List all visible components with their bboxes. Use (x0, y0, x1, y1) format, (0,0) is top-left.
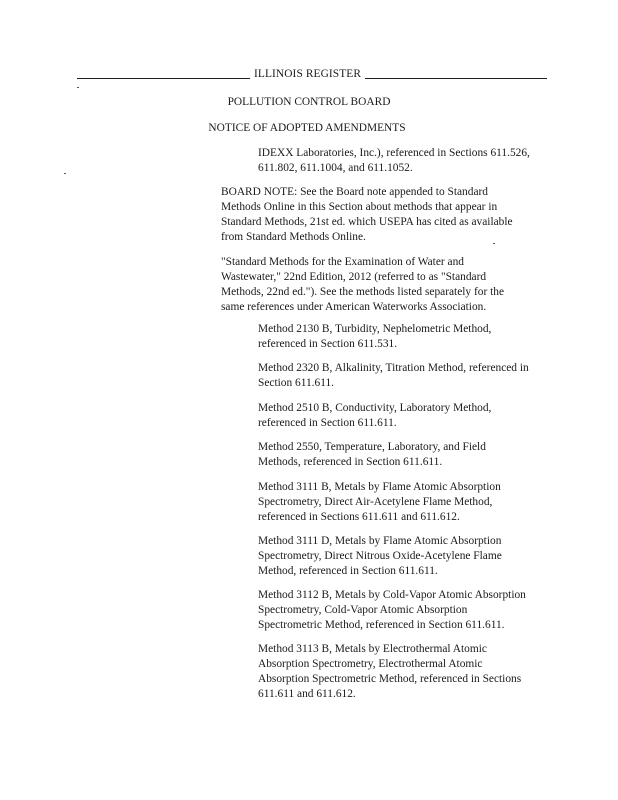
method-entry-2550 (258, 440, 486, 470)
text-line: Method 2130 B, Turbidity, Nephelometric Method, (258, 323, 492, 335)
scan-speck (77, 87, 79, 88)
method-entry-3111b (258, 480, 501, 525)
text-line: referenced in Section 611.611. (258, 417, 397, 429)
method-entry-3112b (258, 588, 526, 633)
method-entry-2130b (258, 322, 491, 352)
scan-speck (493, 243, 495, 244)
text-line: 611.802, 611.1004, and 611.1052. (258, 162, 413, 174)
text-line: Spectrometry, Direct Air-Acetylene Flame Method, (258, 496, 493, 508)
text-line: Spectrometric Method, referenced in Section 611.611. (258, 619, 505, 631)
text-line: Standard Methods, 21st ed. which USEPA has cited as available (221, 216, 513, 228)
text-line: referenced in Section 611.531. (258, 338, 398, 350)
text-line: Method 2510 B, Conductivity, Laboratory Method, (258, 402, 492, 414)
text-line: "Standard Methods for the Examination of Water and (221, 256, 464, 268)
text-line: same references under American Waterworks Association. (221, 301, 487, 313)
scan-speck (64, 173, 66, 174)
method-entry-3113b (258, 642, 521, 702)
text-line: referenced in Sections 611.611 and 611.612. (258, 511, 460, 523)
register-title: ILLINOIS REGISTER (250, 67, 365, 82)
text-line: Wastewater," 22nd Edition, 2012 (referred to as "Standard (221, 271, 487, 283)
text-line: Method 2550, Temperature, Laboratory, and Field (258, 441, 486, 453)
text-line: Methods, referenced in Section 611.611. (258, 456, 443, 468)
text-line: Absorption Spectrometry, Electrothermal Atomic (258, 658, 483, 670)
text-line: Spectrometry, Direct Nitrous Oxide-Acetylene Flame (258, 550, 502, 562)
text-line: Spectrometry, Cold-Vapor Atomic Absorption (258, 604, 468, 616)
text-line: Absorption Spectrometric Method, referenced in Sections (258, 673, 522, 685)
text-line: Method 2320 B, Alkalinity, Titration Method, referenced in (258, 362, 529, 374)
method-entry-3111d (258, 534, 502, 579)
board-note (221, 185, 513, 245)
method-entry-2510b (258, 401, 491, 431)
text-line: Method 3113 B, Metals by Electrothermal Atomic (258, 643, 487, 655)
text-line: Method 3112 B, Metals by Cold-Vapor Atomic Absorption (258, 589, 526, 601)
text-line: Method 3111 B, Metals by Flame Atomic Absorption (258, 481, 501, 493)
text-line: 611.611 and 611.612. (258, 688, 356, 700)
text-line: Methods Online in this Section about methods that appear in (221, 201, 498, 213)
idexx-reference (258, 146, 530, 176)
notice-title: NOTICE OF ADOPTED AMENDMENTS (208, 122, 406, 134)
method-entry-2320b (258, 361, 529, 391)
standard-methods-entry (221, 255, 504, 315)
text-line: Methods, 22nd ed."). See the methods listed separately for the (221, 286, 505, 298)
text-line: IDEXX Laboratories, Inc.), referenced in Sections 611.526, (258, 147, 530, 159)
text-line: BOARD NOTE: See the Board note appended to Standard (221, 186, 488, 198)
text-line: Section 611.611. (258, 377, 335, 389)
text-line: Method, referenced in Section 611.611. (258, 565, 438, 577)
board-name: POLLUTION CONTROL BOARD (227, 96, 391, 108)
text-line: from Standard Methods Online. (221, 231, 366, 243)
text-line: Method 3111 D, Metals by Flame Atomic Absorption (258, 535, 502, 547)
